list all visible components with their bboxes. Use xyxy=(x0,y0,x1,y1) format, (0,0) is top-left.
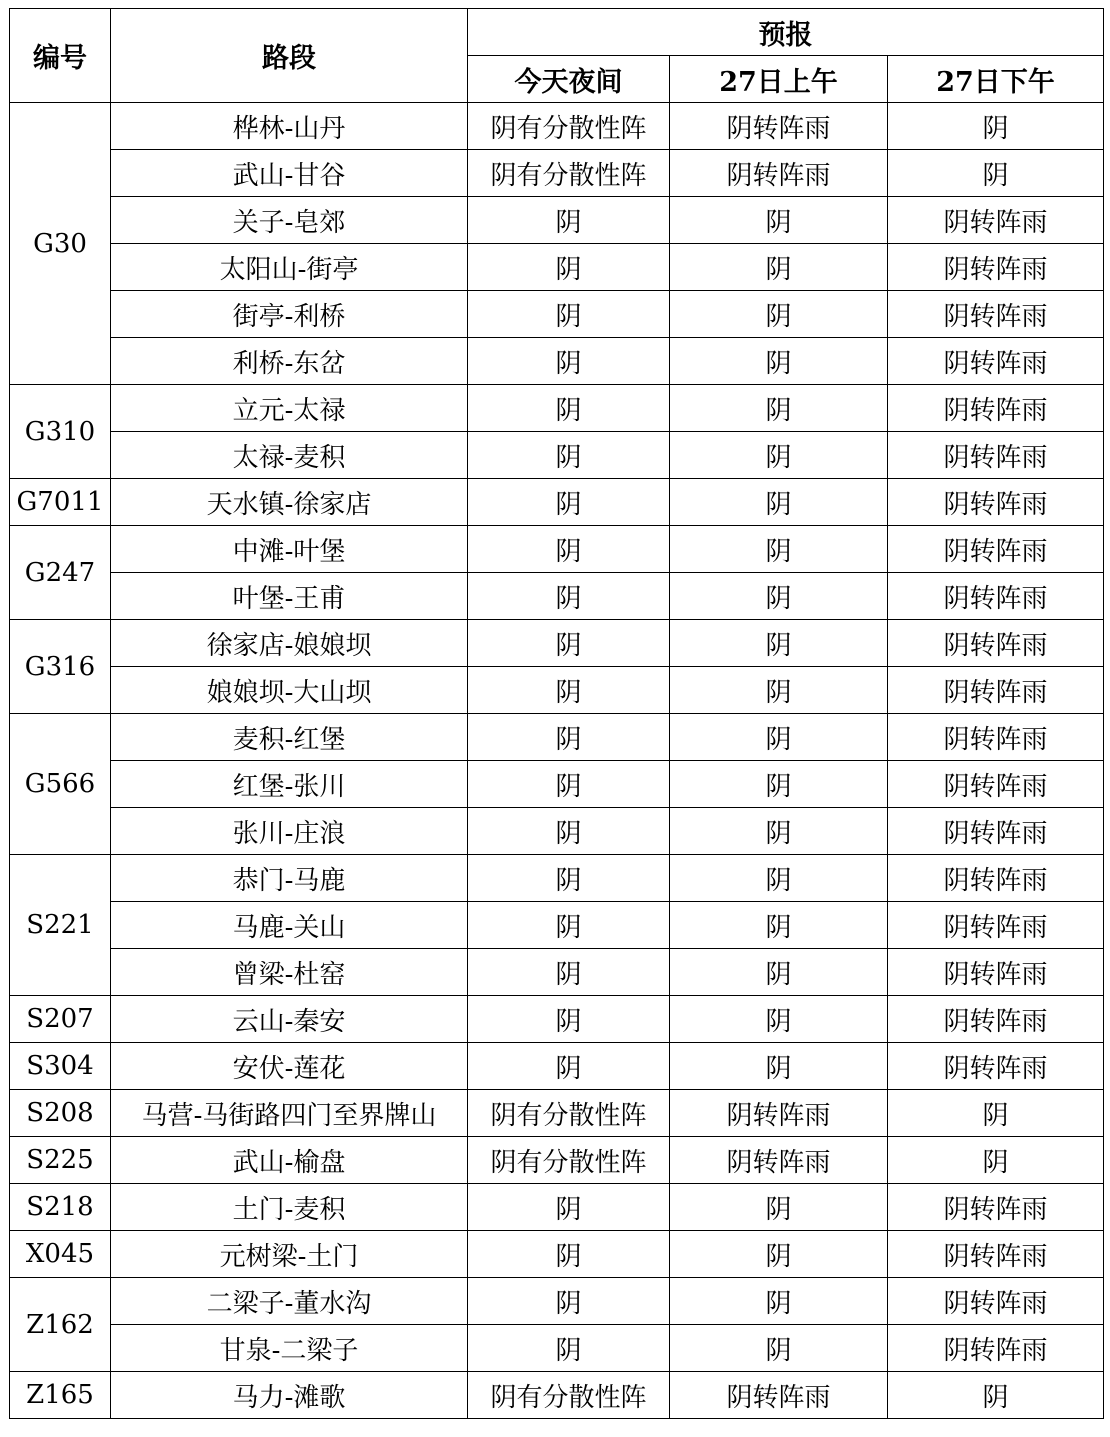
table-row xyxy=(10,338,1104,385)
tonight-forecast-cell: 阴有分散性阵 xyxy=(468,1137,670,1184)
morning-forecast-cell: 阴 xyxy=(670,291,888,338)
header-morning: 27日上午 xyxy=(670,56,888,103)
segment-cell: 立元-太禄 xyxy=(111,385,468,432)
road-code-cell: G316 xyxy=(10,620,111,714)
morning-forecast-cell: 阴 xyxy=(670,855,888,902)
morning-forecast-cell: 阴 xyxy=(670,949,888,996)
morning-forecast-cell: 阴 xyxy=(670,338,888,385)
afternoon-forecast-cell: 阴转阵雨 xyxy=(888,996,1104,1043)
tonight-forecast-cell: 阴 xyxy=(468,1184,670,1231)
road-code-cell: Z162 xyxy=(10,1278,111,1372)
road-code-cell: S207 xyxy=(10,996,111,1043)
segment-cell: 桦林-山丹 xyxy=(111,103,468,150)
tonight-forecast-cell: 阴 xyxy=(468,1325,670,1372)
tonight-forecast-cell: 阴 xyxy=(468,197,670,244)
road-code-cell: S304 xyxy=(10,1043,111,1090)
segment-cell: 曾梁-杜窑 xyxy=(111,949,468,996)
morning-forecast-cell: 阴 xyxy=(670,526,888,573)
tonight-forecast-cell: 阴 xyxy=(468,479,670,526)
road-code-cell: S221 xyxy=(10,855,111,996)
table-row xyxy=(10,432,1104,479)
tonight-forecast-cell: 阴 xyxy=(468,949,670,996)
afternoon-forecast-cell: 阴转阵雨 xyxy=(888,714,1104,761)
tonight-forecast-cell: 阴 xyxy=(468,244,670,291)
road-code-cell: Z165 xyxy=(10,1372,111,1419)
table-row xyxy=(10,1278,1104,1325)
segment-cell: 云山-秦安 xyxy=(111,996,468,1043)
table-row xyxy=(10,526,1104,573)
tonight-forecast-cell: 阴 xyxy=(468,291,670,338)
tonight-forecast-cell: 阴有分散性阵 xyxy=(468,103,670,150)
table-body xyxy=(10,103,1104,1419)
afternoon-forecast-cell: 阴转阵雨 xyxy=(888,197,1104,244)
table-row xyxy=(10,620,1104,667)
segment-cell: 太禄-麦积 xyxy=(111,432,468,479)
morning-forecast-cell: 阴 xyxy=(670,1043,888,1090)
afternoon-forecast-cell: 阴转阵雨 xyxy=(888,1184,1104,1231)
morning-forecast-cell: 阴 xyxy=(670,1278,888,1325)
afternoon-forecast-cell: 阴转阵雨 xyxy=(888,1325,1104,1372)
segment-cell: 恭门-马鹿 xyxy=(111,855,468,902)
morning-forecast-cell: 阴 xyxy=(670,1325,888,1372)
morning-forecast-cell: 阴转阵雨 xyxy=(670,1137,888,1184)
tonight-forecast-cell: 阴 xyxy=(468,714,670,761)
afternoon-forecast-cell: 阴 xyxy=(888,1090,1104,1137)
tonight-forecast-cell: 阴 xyxy=(468,385,670,432)
road-code-cell: G7011 xyxy=(10,479,111,526)
morning-forecast-cell: 阴 xyxy=(670,714,888,761)
segment-cell: 太阳山-街亭 xyxy=(111,244,468,291)
road-code-cell: S218 xyxy=(10,1184,111,1231)
tonight-forecast-cell: 阴 xyxy=(468,902,670,949)
tonight-forecast-cell: 阴 xyxy=(468,808,670,855)
road-code-cell: S225 xyxy=(10,1137,111,1184)
tonight-forecast-cell: 阴 xyxy=(468,432,670,479)
morning-forecast-cell: 阴 xyxy=(670,902,888,949)
table-row xyxy=(10,855,1104,902)
forecast-table-wrapper xyxy=(9,8,1104,1419)
table-row xyxy=(10,714,1104,761)
afternoon-forecast-cell: 阴 xyxy=(888,103,1104,150)
tonight-forecast-cell: 阴 xyxy=(468,338,670,385)
segment-cell: 街亭-利桥 xyxy=(111,291,468,338)
morning-forecast-cell: 阴 xyxy=(670,573,888,620)
afternoon-forecast-cell: 阴转阵雨 xyxy=(888,1231,1104,1278)
afternoon-forecast-cell: 阴转阵雨 xyxy=(888,902,1104,949)
tonight-forecast-cell: 阴 xyxy=(468,620,670,667)
morning-forecast-cell: 阴 xyxy=(670,244,888,291)
segment-cell: 徐家店-娘娘坝 xyxy=(111,620,468,667)
segment-cell: 安伏-莲花 xyxy=(111,1043,468,1090)
road-code-cell: G310 xyxy=(10,385,111,479)
afternoon-forecast-cell: 阴转阵雨 xyxy=(888,479,1104,526)
road-code-cell: G30 xyxy=(10,103,111,385)
segment-cell: 武山-榆盘 xyxy=(111,1137,468,1184)
afternoon-forecast-cell: 阴转阵雨 xyxy=(888,667,1104,714)
segment-cell: 娘娘坝-大山坝 xyxy=(111,667,468,714)
afternoon-forecast-cell: 阴转阵雨 xyxy=(888,808,1104,855)
table-row xyxy=(10,1090,1104,1137)
afternoon-forecast-cell: 阴 xyxy=(888,1372,1104,1419)
segment-cell: 马力-滩歌 xyxy=(111,1372,468,1419)
afternoon-forecast-cell: 阴转阵雨 xyxy=(888,949,1104,996)
afternoon-forecast-cell: 阴转阵雨 xyxy=(888,761,1104,808)
afternoon-forecast-cell: 阴转阵雨 xyxy=(888,432,1104,479)
tonight-forecast-cell: 阴 xyxy=(468,1231,670,1278)
header-tonight: 今天夜间 xyxy=(468,56,670,103)
afternoon-forecast-cell: 阴转阵雨 xyxy=(888,855,1104,902)
tonight-forecast-cell: 阴有分散性阵 xyxy=(468,150,670,197)
morning-forecast-cell: 阴 xyxy=(670,620,888,667)
morning-forecast-cell: 阴转阵雨 xyxy=(670,150,888,197)
segment-cell: 麦积-红堡 xyxy=(111,714,468,761)
segment-cell: 二梁子-董水沟 xyxy=(111,1278,468,1325)
morning-forecast-cell: 阴 xyxy=(670,996,888,1043)
table-row xyxy=(10,479,1104,526)
table-row xyxy=(10,1325,1104,1372)
morning-forecast-cell: 阴转阵雨 xyxy=(670,1372,888,1419)
afternoon-forecast-cell: 阴转阵雨 xyxy=(888,573,1104,620)
table-row xyxy=(10,902,1104,949)
morning-forecast-cell: 阴 xyxy=(670,761,888,808)
afternoon-forecast-cell: 阴转阵雨 xyxy=(888,244,1104,291)
morning-forecast-cell: 阴 xyxy=(670,197,888,244)
table-row xyxy=(10,244,1104,291)
segment-cell: 甘泉-二梁子 xyxy=(111,1325,468,1372)
segment-cell: 叶堡-王甫 xyxy=(111,573,468,620)
table-row xyxy=(10,808,1104,855)
tonight-forecast-cell: 阴有分散性阵 xyxy=(468,1372,670,1419)
tonight-forecast-cell: 阴 xyxy=(468,996,670,1043)
segment-cell: 马鹿-关山 xyxy=(111,902,468,949)
segment-cell: 天水镇-徐家店 xyxy=(111,479,468,526)
tonight-forecast-cell: 阴 xyxy=(468,761,670,808)
afternoon-forecast-cell: 阴 xyxy=(888,1137,1104,1184)
afternoon-forecast-cell: 阴转阵雨 xyxy=(888,620,1104,667)
table-row xyxy=(10,573,1104,620)
table-row xyxy=(10,1372,1104,1419)
header-segment: 路段 xyxy=(111,9,468,103)
afternoon-forecast-cell: 阴 xyxy=(888,150,1104,197)
header-code: 编号 xyxy=(10,9,111,103)
afternoon-forecast-cell: 阴转阵雨 xyxy=(888,1278,1104,1325)
road-code-cell: G566 xyxy=(10,714,111,855)
tonight-forecast-cell: 阴有分散性阵 xyxy=(468,1090,670,1137)
segment-cell: 利桥-东岔 xyxy=(111,338,468,385)
table-row xyxy=(10,667,1104,714)
afternoon-forecast-cell: 阴转阵雨 xyxy=(888,385,1104,432)
segment-cell: 武山-甘谷 xyxy=(111,150,468,197)
segment-cell: 土门-麦积 xyxy=(111,1184,468,1231)
afternoon-forecast-cell: 阴转阵雨 xyxy=(888,526,1104,573)
table-row xyxy=(10,1231,1104,1278)
morning-forecast-cell: 阴转阵雨 xyxy=(670,1090,888,1137)
road-code-cell: S208 xyxy=(10,1090,111,1137)
table-row xyxy=(10,761,1104,808)
segment-cell: 中滩-叶堡 xyxy=(111,526,468,573)
tonight-forecast-cell: 阴 xyxy=(468,1278,670,1325)
table-row xyxy=(10,150,1104,197)
table-row xyxy=(10,1184,1104,1231)
morning-forecast-cell: 阴 xyxy=(670,479,888,526)
table-row xyxy=(10,385,1104,432)
table-row xyxy=(10,197,1104,244)
morning-forecast-cell: 阴 xyxy=(670,667,888,714)
tonight-forecast-cell: 阴 xyxy=(468,855,670,902)
morning-forecast-cell: 阴 xyxy=(670,432,888,479)
afternoon-forecast-cell: 阴转阵雨 xyxy=(888,1043,1104,1090)
morning-forecast-cell: 阴 xyxy=(670,808,888,855)
segment-cell: 关子-皂郊 xyxy=(111,197,468,244)
tonight-forecast-cell: 阴 xyxy=(468,573,670,620)
afternoon-forecast-cell: 阴转阵雨 xyxy=(888,338,1104,385)
segment-cell: 马营-马街路四门至界牌山 xyxy=(111,1090,468,1137)
afternoon-forecast-cell: 阴转阵雨 xyxy=(888,291,1104,338)
segment-cell: 红堡-张川 xyxy=(111,761,468,808)
tonight-forecast-cell: 阴 xyxy=(468,667,670,714)
morning-forecast-cell: 阴转阵雨 xyxy=(670,103,888,150)
table-row xyxy=(10,291,1104,338)
road-code-cell: X045 xyxy=(10,1231,111,1278)
tonight-forecast-cell: 阴 xyxy=(468,526,670,573)
segment-cell: 张川-庄浪 xyxy=(111,808,468,855)
table-row xyxy=(10,996,1104,1043)
morning-forecast-cell: 阴 xyxy=(670,1184,888,1231)
tonight-forecast-cell: 阴 xyxy=(468,1043,670,1090)
header-forecast: 预报 xyxy=(468,9,1104,56)
morning-forecast-cell: 阴 xyxy=(670,385,888,432)
table-row xyxy=(10,103,1104,150)
table-row xyxy=(10,1137,1104,1184)
morning-forecast-cell: 阴 xyxy=(670,1231,888,1278)
table-header xyxy=(10,9,1104,103)
table-row xyxy=(10,1043,1104,1090)
road-code-cell: G247 xyxy=(10,526,111,620)
segment-cell: 元树梁-土门 xyxy=(111,1231,468,1278)
header-afternoon: 27日下午 xyxy=(888,56,1104,103)
table-row xyxy=(10,949,1104,996)
road-weather-forecast-table xyxy=(9,8,1104,1419)
